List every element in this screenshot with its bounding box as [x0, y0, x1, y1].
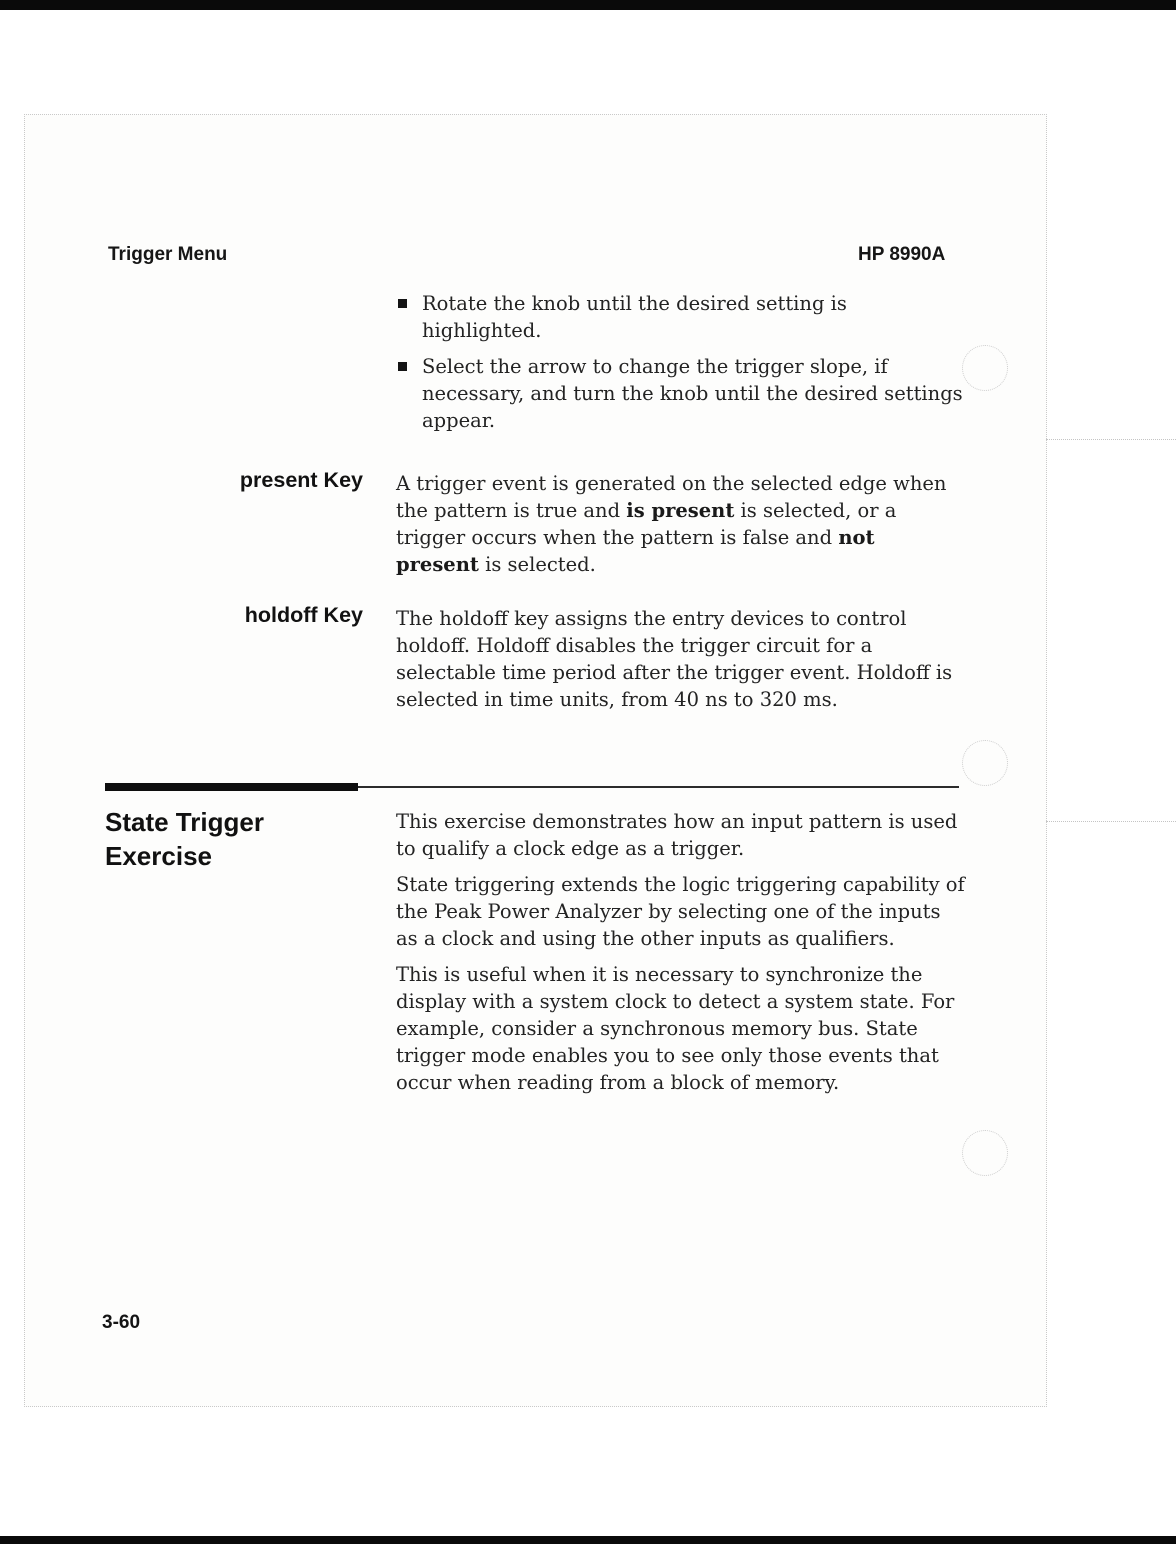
margin-dotted-line: [1046, 439, 1176, 440]
bullet-square-icon: [398, 362, 407, 371]
section-divider-thick: [105, 783, 358, 791]
scan-edge-bar-bottom: [0, 1536, 1176, 1544]
holdoff-key-text: The holdoff key assigns the entry devices to control holdoff. Holdoff disables the trigger circuit for a selectable time period after the trigger event. Holdoff is selected in time units, from 40 ns to 320 ms.: [396, 607, 953, 711]
list-item: [396, 290, 968, 344]
bullet-text: Rotate the knob until the desired setting is highlighted.: [422, 292, 847, 342]
text-segment-bold: not present: [396, 526, 875, 576]
scan-edge-bar-top: [0, 0, 1176, 10]
text-segment-bold: is present: [626, 499, 735, 522]
present-key-text: [396, 470, 964, 578]
text-segment: is selected.: [478, 553, 596, 576]
bullet-text: Select the arrow to change the trigger slope, if necessary, and turn the knob until the desired settings appear.: [422, 355, 963, 432]
bullet-list: [396, 290, 968, 443]
text-segment: is selected, or a trigger occurs when the pattern is false and: [396, 499, 897, 549]
section-divider-thin: [358, 786, 959, 788]
hole-punch-mark: [962, 740, 1008, 786]
state-trigger-exercise-heading: State Trigger Exercise: [105, 807, 264, 871]
margin-dotted-line: [1046, 821, 1176, 822]
page-number: 3-60: [102, 1312, 141, 1333]
running-header-right: HP 8990A: [858, 244, 946, 265]
text-segment: A trigger event is generated on the selected edge when the pattern is true and: [396, 472, 947, 522]
list-item: [396, 353, 968, 434]
paragraph: This is useful when it is necessary to synchronize the display with a system clock to detect a system state. For example, consider a synchronous memory bus. State trigger mode enables you to see only those events that occur when reading from a block of memory.: [396, 963, 955, 1094]
hole-punch-mark: [962, 1130, 1008, 1176]
bullet-square-icon: [398, 299, 407, 308]
running-header-left: Trigger Menu: [108, 244, 228, 265]
holdoff-key-heading: holdoff Key: [244, 603, 363, 627]
hole-punch-mark: [962, 345, 1008, 391]
state-trigger-exercise-body: [396, 808, 966, 1105]
paragraph: This exercise demonstrates how an input pattern is used to qualify a clock edge as a trigger.: [396, 810, 958, 860]
paragraph: State triggering extends the logic triggering capability of the Peak Power Analyzer by selecting one of the inputs as a clock and using the other inputs as qualifiers.: [396, 873, 965, 950]
present-key-heading: present Key: [239, 468, 363, 492]
